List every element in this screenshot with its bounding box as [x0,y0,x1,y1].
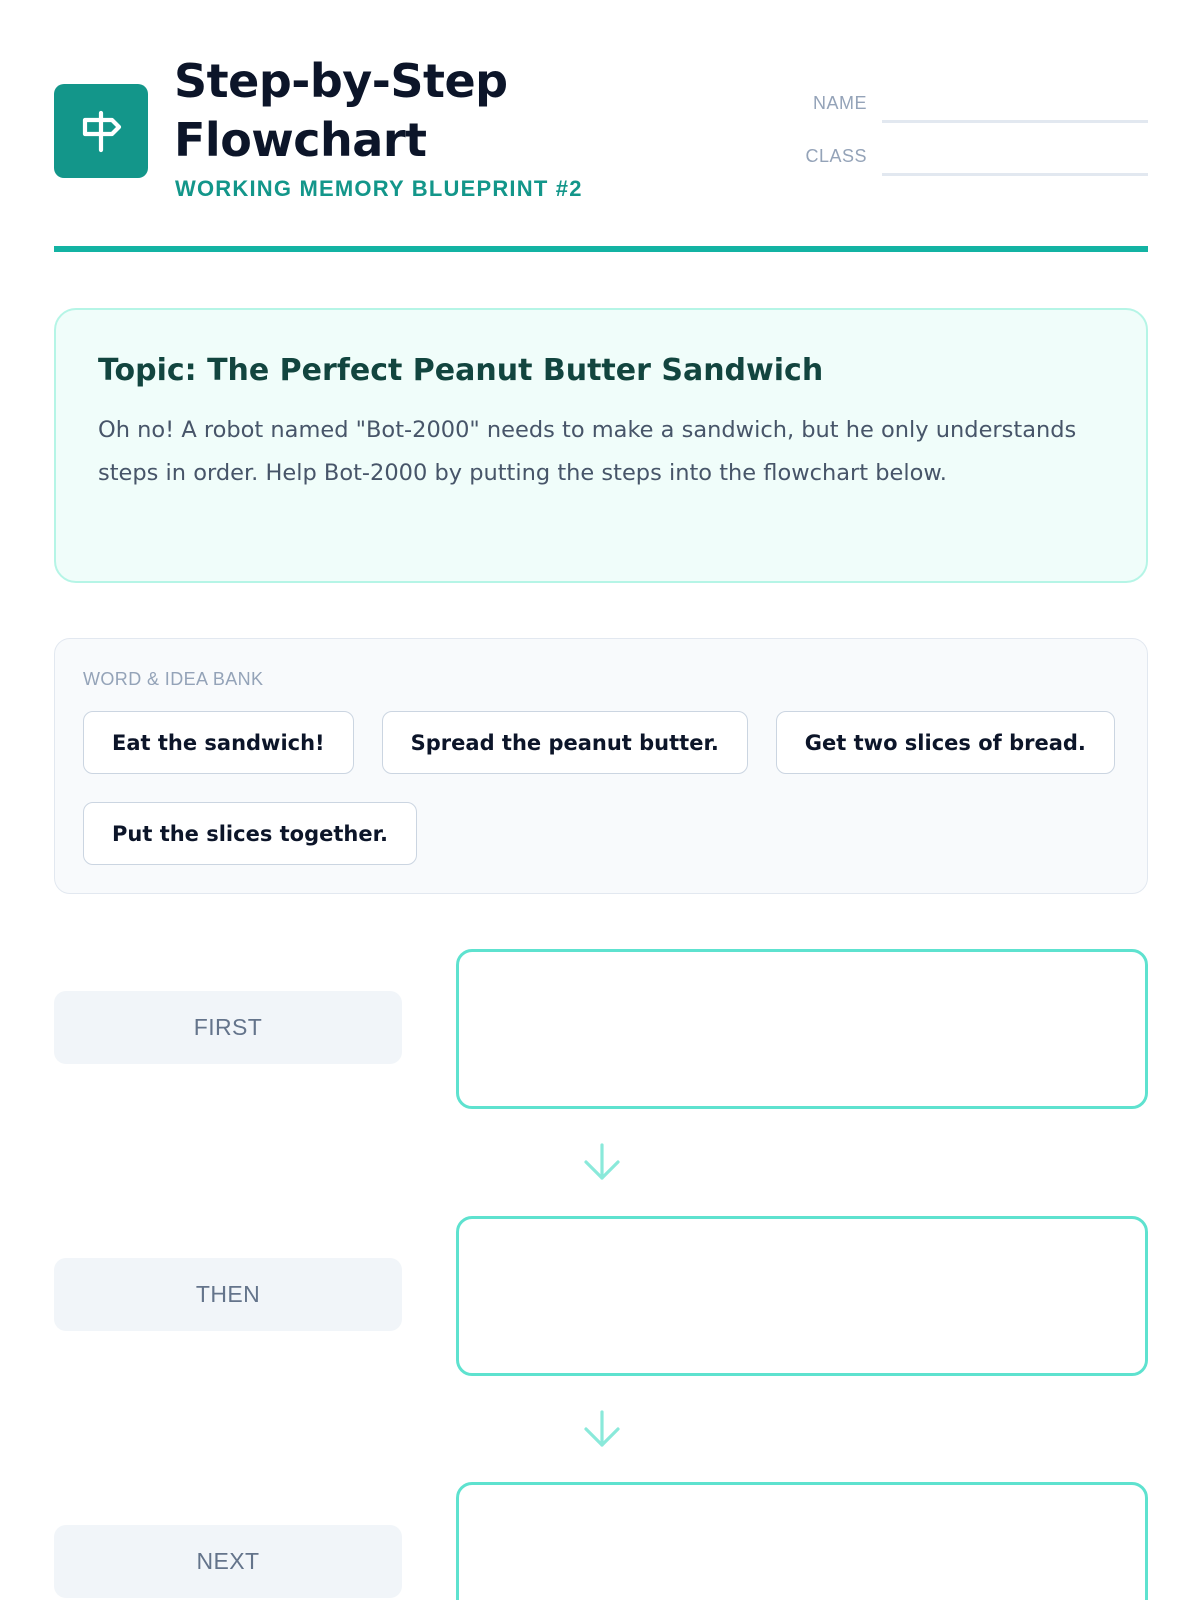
word-bank-chip[interactable]: Eat the sandwich! [83,711,354,774]
step-label-then: THEN [54,1258,402,1331]
arrow-down-icon [580,1408,624,1452]
name-label: NAME [812,93,867,113]
name-field[interactable] [882,120,1148,123]
topic-title: Topic: The Perfect Peanut Butter Sandwich [98,353,824,388]
word-bank-chip[interactable]: Put the slices together. [83,802,417,865]
header-divider [54,246,1148,252]
class-field[interactable] [882,173,1148,176]
title-line-1: Step-by-Step [174,54,508,108]
word-bank [54,638,1148,894]
title-line-2: Flowchart [174,113,427,167]
step-answer-box-then[interactable] [456,1216,1148,1376]
page-title [174,52,508,170]
word-bank-chips [83,711,1123,865]
step-label-next: NEXT [54,1525,402,1598]
step-label-first: FIRST [54,991,402,1064]
topic-card [54,308,1148,583]
step-answer-box-first[interactable] [456,949,1148,1109]
signpost-logo [54,84,148,178]
arrow-down-icon [580,1141,624,1185]
step-answer-box-next[interactable] [456,1482,1148,1600]
word-bank-chip[interactable]: Spread the peanut butter. [382,711,748,774]
signpost-icon [75,105,127,157]
word-bank-label: WORD & IDEA BANK [83,669,264,689]
class-label: CLASS [805,146,867,166]
page-subtitle: WORKING MEMORY BLUEPRINT #2 [175,176,583,201]
topic-instructions: Oh no! A robot named "Bot-2000" needs to make a sandwich, but he only understands steps in order. Help Bot-2000 by putting the steps into the flowchart below. [98,417,1077,486]
word-bank-chip[interactable]: Get two slices of bread. [776,711,1115,774]
